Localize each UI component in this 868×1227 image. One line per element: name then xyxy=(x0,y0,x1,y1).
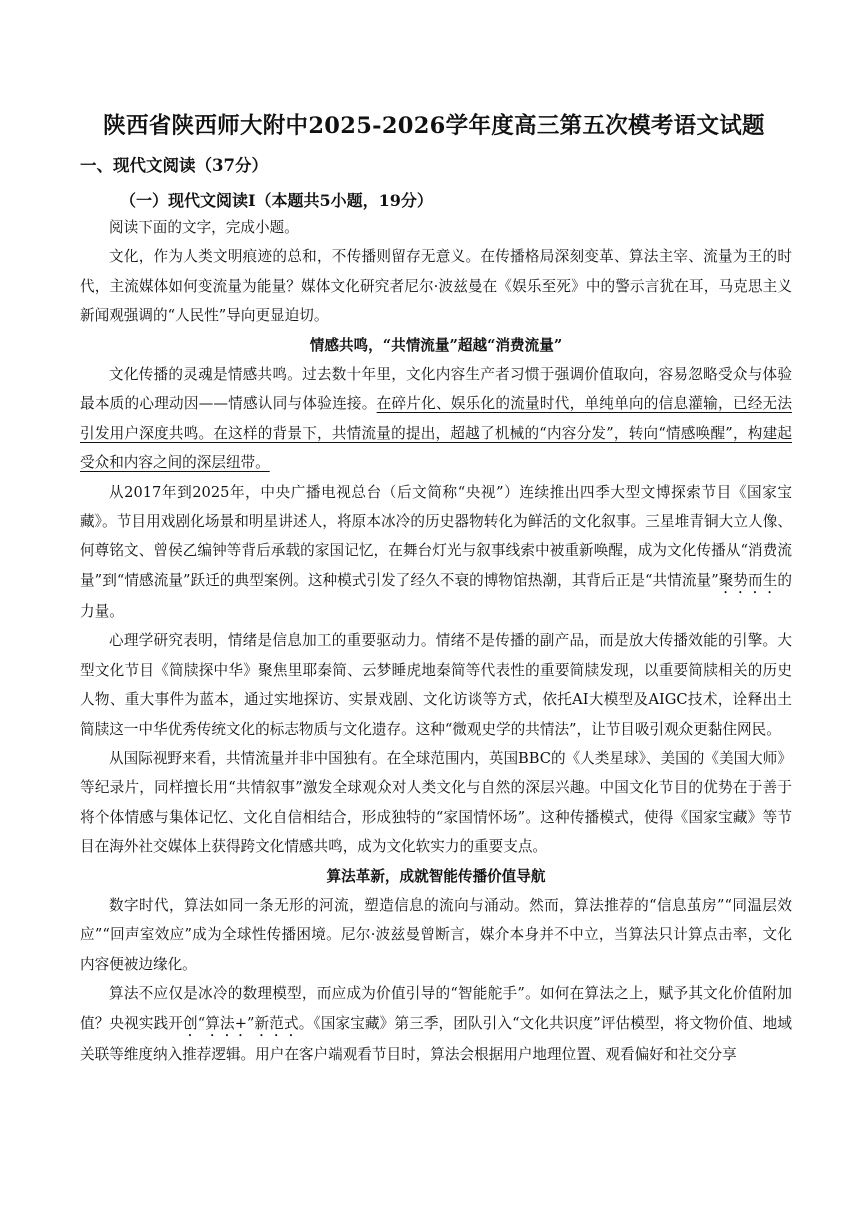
paragraph-7-end: 。《国家宝藏》第三季，团队引入“文化共识度”评估模型，将文物价值、地域关联等维度纳入推荐逻辑。用户在客户端观看节目时，算法会根据用户地理位置、观看偏好和社交分享 xyxy=(80,1014,792,1063)
paragraph-5: 从国际视野来看，共情流量并非中国独有。在全球范围内，英国BBC的《人类星球》、美国的《美国大师》等纪录片，同样擅长用“共情叙事”激发全球观众对人类文化与自然的深层兴趣。中国文化节目的优势在于善于将个体情感与集体记忆、文化自信相结合，形成独特的“家国情怀场”。这种传播模式，使得《国家宝藏》等节目在海外社交媒体上获得跨文化情感共鸣，成为文化软实力的重要支点。 xyxy=(80,749,792,856)
underlined-passage: 在碎片化、娱乐化的流量时代，单纯单向的信息灌输，已经无法引发用户深度共鸣。在这样的背景下，共情流量的提出，超越了机械的“内容分发”，转向“情感唤醒”，构建起受众和内容之间的深层纽带。 xyxy=(80,395,792,472)
paragraph-3 xyxy=(80,478,792,627)
subsection-heading: （一）现代文阅读Ⅰ（本题共5小题，19分） xyxy=(120,191,433,210)
subheading-2: 算法革新，成就智能传播价值导航 xyxy=(326,867,546,885)
instruction: 阅读下面的文字，完成小题。 xyxy=(109,219,299,236)
paragraph-2 xyxy=(80,360,792,478)
article-body xyxy=(80,213,792,1069)
paragraph-3-end: 的力量。 xyxy=(80,571,792,620)
paragraph-7-text: 算法不应仅是冰冷的数理模型，而应成为价值引导的“智能舵手”。如何在算法之上，赋予其文化价值附加值？央视实践开 xyxy=(80,985,792,1032)
paragraph-4: 心理学研究表明，情绪是信息加工的重要驱动力。情绪不是传播的副产品，而是放大传播效能的引擎。大型文化节目《简牍探中华》聚焦里耶秦简、云梦睡虎地秦简等代表性的重要简牍发现，以重要简牍相关的历史人物、重大事件为蓝本，通过实地探访、实景戏剧、文化访谈等方式，依托AI大模型及AIGC技术，诠释出土简牍这一中华优秀传统文化的标志物质与文化遗存。这种“微观史学的共情法”，让节目吸引观众更黏住网民。 xyxy=(80,632,792,738)
paragraph-7 xyxy=(80,979,792,1069)
emphasized-phrase: 聚势而生 xyxy=(718,571,778,589)
paragraph-2-text: 文化传播的灵魂是情感共鸣。过去数十年里，文化内容生产者习惯于强调价值取向，容易忽略受众与体验最本质的心理动因——情感认同与体验连接。 xyxy=(80,366,792,413)
page-title: 陕西省陕西师大附中2025-2026学年度高三第五次模考语文试题 xyxy=(103,113,765,139)
paragraph-6: 数字时代，算法如同一条无形的河流，塑造信息的流向与涌动。然而，算法推荐的“信息茧房”“同温层效应”“回声室效应”成为全球性传播困境。尼尔·波兹曼曾断言，媒介本身并不中立，当算法只计算点击率，文化内容便被边缘化。 xyxy=(80,896,792,973)
subheading-1: 情感共鸣，“共情流量”超越“消费流量” xyxy=(309,336,563,354)
section-heading: 一、现代文阅读（37分） xyxy=(80,156,268,175)
paragraph-3-text: 从2017年到2025年，中央广播电视总台（后文简称“央视”）连续推出四季大型文博探索节目《国家宝藏》。节目用戏剧化场景和明星讲述人，将原本冰冷的历史器物转化为鲜活的文化叙事。三星堆青铜大立人像、何尊铭文、曾侯乙编钟等背后承载的家国记忆，在舞台灯光与叙事线索中被重新唤醒，成为文化传播从“消费流量”到“情感流量”跃迁的典型案例。这种模式引发了经久不衰的博物馆热潮，其背后正是“共情流量” xyxy=(80,483,792,589)
paragraph-1: 文化，作为人类文明痕迹的总和，不传播则留存无意义。在传播格局深刻变革、算法主宰、流量为王的时代，主流媒体如何变流量为能量？媒体文化研究者尼尔·波兹曼在《娱乐至死》中的警示言犹在耳，马克思主义新闻观强调的“人民性”导向更显迫切。 xyxy=(80,248,792,325)
emphasized-phrase-2: 创“算法+”新范式 xyxy=(183,1014,299,1032)
